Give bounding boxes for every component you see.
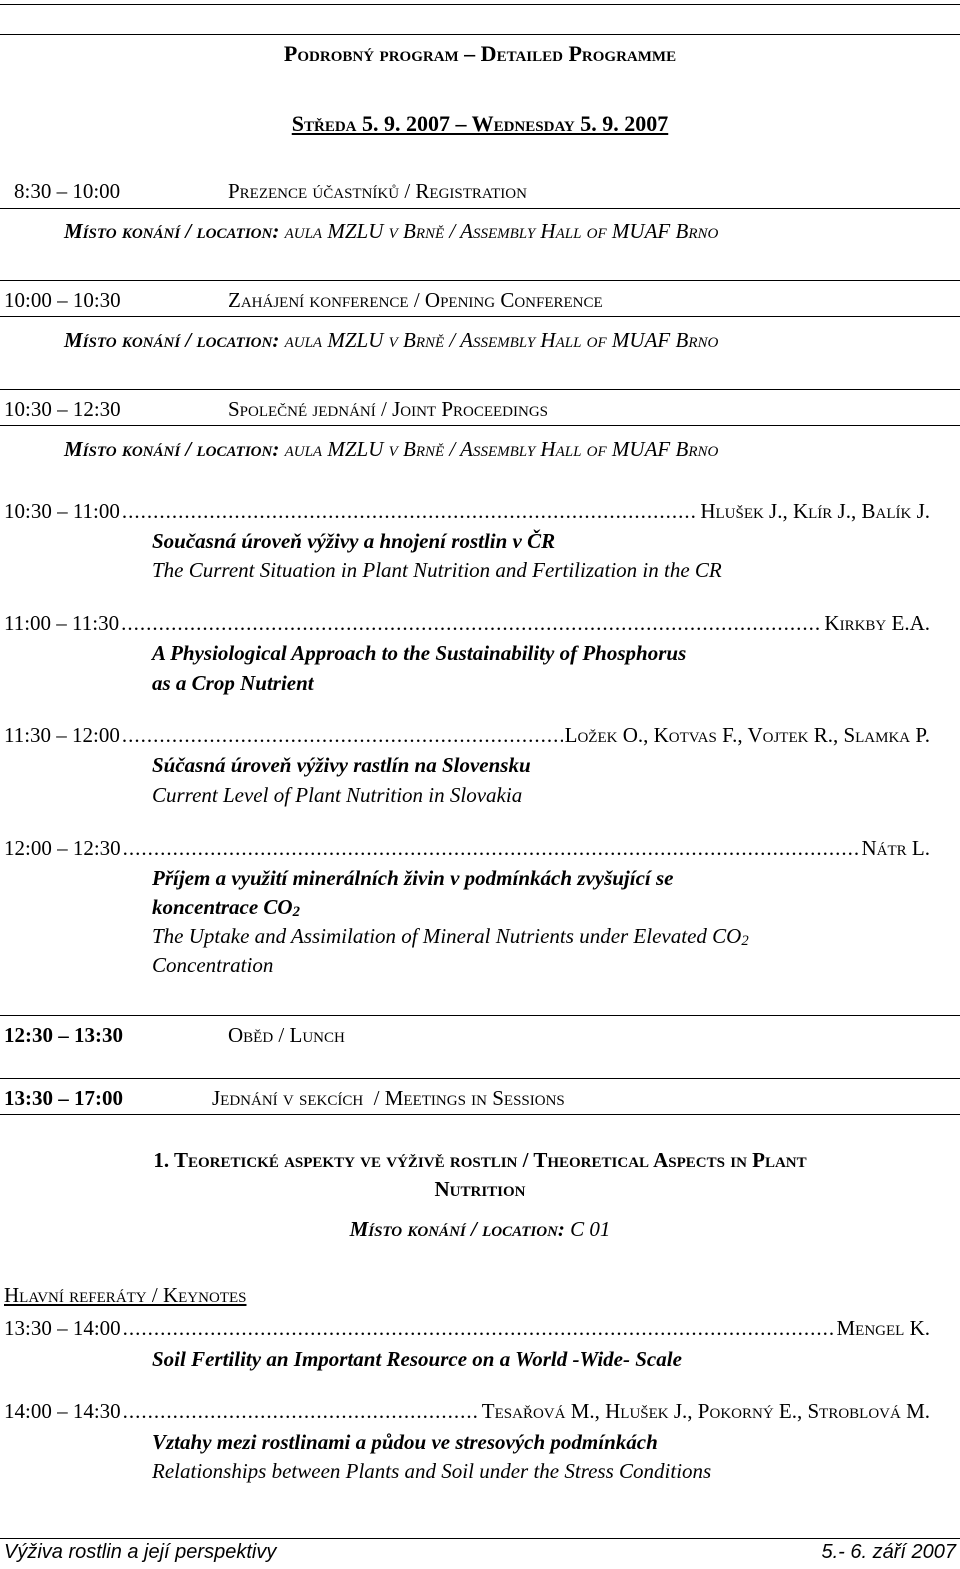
talk-title-en-cont: Concentration — [152, 953, 274, 977]
schedule-event: Prezence účastníků / Registration — [228, 179, 527, 203]
schedule-time: 10:30 – 12:30 — [4, 397, 121, 421]
subscript: 2 — [741, 933, 749, 949]
location-label: Místo konání / location: — [64, 437, 280, 461]
talk-title-en-text: The Uptake and Assimilation of Mineral Nutrients under Elevated CO — [152, 924, 742, 948]
location-label: Místo konání / location: — [64, 219, 280, 243]
talk-title-cont: as a Crop Nutrient — [152, 671, 314, 695]
talk-authors: Kirkby E.A. — [824, 611, 930, 635]
divider — [0, 316, 960, 317]
talk-time: 11:30 – 12:00 — [4, 723, 120, 747]
schedule-time: 8:30 – 10:00 — [14, 179, 121, 203]
footer-date: 5.- 6. září 2007 — [821, 1541, 956, 1563]
talk-title: Soil Fertility an Important Resource on a World -Wide- Scale — [152, 1347, 682, 1371]
divider — [0, 1015, 960, 1016]
talk-time: 12:00 – 12:30 — [4, 836, 121, 860]
divider — [0, 1114, 960, 1115]
dot-leader — [123, 1316, 835, 1341]
top-rule-2 — [0, 34, 960, 35]
schedule-event: Společné jednání / Joint Proceedings — [228, 397, 549, 421]
talk-row — [4, 836, 930, 862]
talk-row — [4, 1316, 930, 1342]
section-heading: 1. Teoretické aspekty ve výživě rostlin / Theoretical Aspects in Plant — [153, 1148, 807, 1172]
location-value: C 01 — [570, 1217, 611, 1241]
schedule-time: 10:00 – 10:30 — [4, 288, 121, 312]
section-heading-cont: Nutrition — [434, 1177, 526, 1201]
divider — [0, 280, 960, 281]
talk-title-en — [152, 924, 749, 950]
talk-row — [4, 1399, 930, 1425]
subscript: 2 — [292, 904, 300, 920]
dot-leader — [121, 611, 822, 636]
footer-rule — [0, 1538, 960, 1539]
talk-title: A Physiological Approach to the Sustainability of Phosphorus — [152, 641, 687, 665]
divider — [0, 1078, 960, 1079]
page-title: Podrobný program – Detailed Programme — [283, 41, 677, 66]
talk-time: 13:30 – 14:00 — [4, 1316, 121, 1340]
talk-row — [4, 611, 930, 637]
talk-authors: Ložek O., Kotvas F., Vojtek R., Slamka P. — [564, 723, 930, 747]
talk-title-sk: Súčasná úroveň výživy rastlín na Slovensku — [152, 753, 531, 777]
divider — [0, 208, 960, 209]
talk-time: 11:00 – 11:30 — [4, 611, 120, 635]
schedule-event: Zahájení konference / Opening Conference — [228, 288, 603, 312]
talk-authors: Nátr L. — [861, 836, 930, 860]
dot-leader — [123, 836, 860, 861]
talk-row — [4, 723, 930, 749]
location-value: aula MZLU v Brně / Assembly Hall of MUAF Brno — [284, 219, 719, 243]
top-rule — [0, 4, 960, 5]
talk-title-cz: Současná úroveň výživy a hnojení rostlin v ČR — [152, 529, 556, 553]
footer-title: Výživa rostlin a její perspektivy — [4, 1541, 277, 1563]
break-event: Jednání v sekcích / Meetings in Sessions — [212, 1086, 565, 1110]
location-line — [64, 437, 718, 462]
location-value: aula MZLU v Brně / Assembly Hall of MUAF Brno — [284, 328, 719, 352]
talk-authors: Tesařová M., Hlušek J., Pokorný E., Stroblová M. — [481, 1399, 930, 1423]
break-time: 13:30 – 17:00 — [4, 1086, 123, 1110]
location-line — [64, 219, 718, 244]
talk-title-en: Relationships between Plants and Soil under the Stress Conditions — [152, 1459, 712, 1483]
talk-title-cz-text: koncentrace CO — [152, 895, 293, 919]
talk-title-cz: Příjem a využití minerálních živin v podmínkách zvyšující se — [152, 866, 674, 890]
talk-time: 14:00 – 14:30 — [4, 1399, 121, 1423]
break-event: Oběd / Lunch — [228, 1023, 345, 1047]
location-label: Místo konání / location: — [349, 1217, 565, 1241]
location-label: Místo konání / location: — [64, 328, 280, 352]
dot-leader — [122, 499, 698, 524]
talk-time: 10:30 – 11:00 — [4, 499, 120, 523]
keynotes-label: Hlavní referáty / Keynotes — [4, 1283, 247, 1307]
talk-title-cz-cont — [152, 895, 300, 921]
talk-authors: Hlušek J., Klír J., Balík J. — [700, 499, 930, 523]
talk-authors: Mengel K. — [836, 1316, 930, 1340]
talk-title-cz: Vztahy mezi rostlinami a půdou ve stresových podmínkách — [152, 1430, 658, 1454]
break-time: 12:30 – 13:30 — [4, 1023, 123, 1047]
talk-row — [4, 499, 930, 525]
day-heading: Středa 5. 9. 2007 – Wednesday 5. 9. 2007 — [291, 111, 669, 136]
divider — [0, 425, 960, 426]
talk-title-en: The Current Situation in Plant Nutrition and Fertilization in the CR — [152, 558, 722, 582]
location-line — [64, 328, 718, 353]
divider — [0, 389, 960, 390]
location-value: aula MZLU v Brně / Assembly Hall of MUAF Brno — [284, 437, 719, 461]
dot-leader — [123, 1399, 480, 1424]
talk-title-en: Current Level of Plant Nutrition in Slovakia — [152, 783, 523, 807]
section-location — [0, 1217, 960, 1242]
dot-leader — [122, 723, 563, 748]
